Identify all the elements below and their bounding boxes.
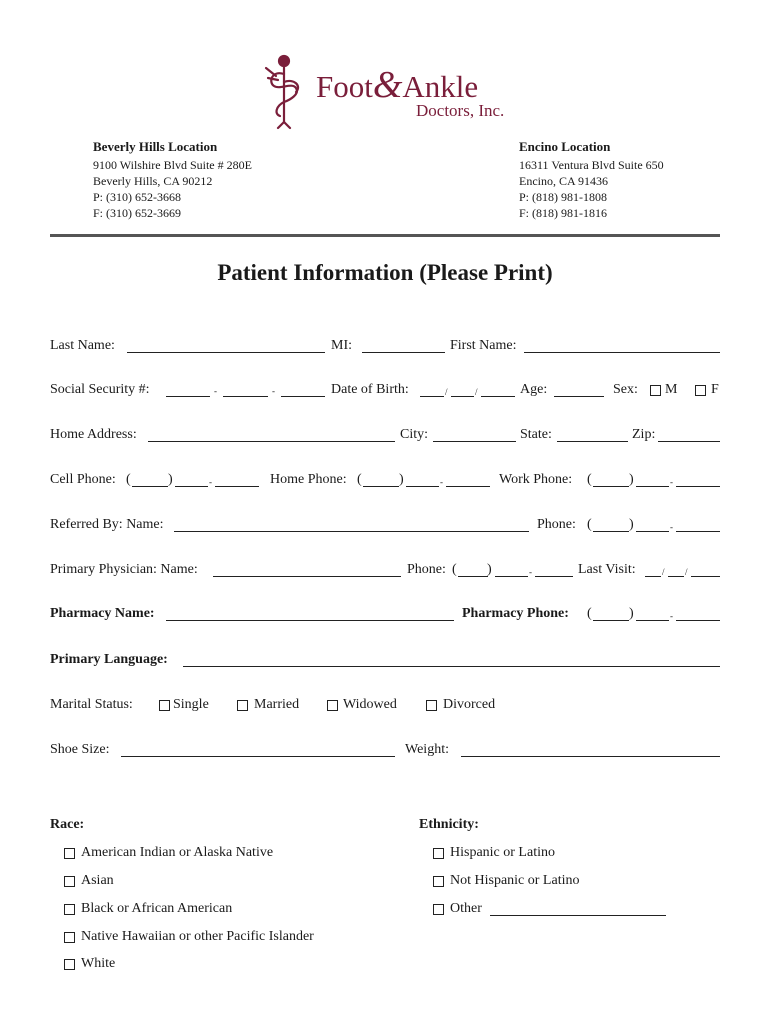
marital-single-label: Single	[173, 697, 209, 712]
marital-status-label: Marital Status:	[50, 697, 133, 712]
logo-wordmark	[316, 64, 479, 106]
home-phone-label: Home Phone:	[270, 472, 347, 487]
sex-female-checkbox[interactable]	[695, 385, 706, 396]
home-phone-area-open: (	[357, 472, 362, 487]
location-address-line1: 16311 Ventura Blvd Suite 650	[519, 158, 664, 172]
marital-widowed-checkbox[interactable]	[327, 700, 338, 711]
work-phone-label: Work Phone:	[499, 472, 573, 487]
home-phone-line-field[interactable]	[446, 486, 490, 487]
cell-phone-line-field[interactable]	[215, 486, 259, 487]
city-label: City:	[400, 427, 429, 442]
logo-ampersand: &	[372, 64, 403, 106]
referred-by-label: Referred By: Name:	[50, 517, 164, 532]
ssn-field-part2[interactable]	[223, 396, 268, 397]
sex-female-label: F	[711, 382, 719, 397]
pharmacy-phone-area-open: (	[587, 606, 592, 621]
ssn-label: Social Security #:	[50, 382, 150, 397]
age-label: Age:	[520, 382, 548, 397]
last-name-field[interactable]	[127, 352, 325, 353]
physician-phone-area-close: )	[487, 562, 492, 577]
physician-phone-area-open: (	[452, 562, 457, 577]
mi-field[interactable]	[362, 352, 445, 353]
location-address-line1: 9100 Wilshire Blvd Suite # 280E	[93, 158, 252, 172]
physician-phone-line-field[interactable]	[535, 576, 573, 577]
work-phone-prefix-field[interactable]	[636, 486, 669, 487]
ethnicity-option-checkbox[interactable]	[433, 904, 444, 915]
physician-phone-prefix-field[interactable]	[495, 576, 528, 577]
work-phone-area-open: (	[587, 472, 592, 487]
location-phone: P: (818) 981-1808	[519, 190, 607, 204]
dob-day-field[interactable]	[451, 396, 474, 397]
primary-physician-name-field[interactable]	[213, 576, 401, 577]
state-label: State:	[520, 427, 552, 442]
location-name: Encino Location	[519, 139, 611, 154]
dob-separator: /	[475, 387, 478, 397]
winged-caduceus-figure-icon	[262, 52, 310, 130]
sex-male-checkbox[interactable]	[650, 385, 661, 396]
dob-separator: /	[445, 387, 448, 397]
work-phone-line-field[interactable]	[676, 486, 720, 487]
ethnicity-option-label: Hispanic or Latino	[450, 845, 555, 860]
primary-language-label: Primary Language:	[50, 652, 168, 667]
ssn-separator: -	[272, 386, 275, 396]
referred-phone-area-field[interactable]	[593, 531, 629, 532]
mi-label: MI:	[331, 338, 352, 353]
cell-phone-separator: -	[209, 477, 212, 487]
zip-field[interactable]	[658, 441, 720, 442]
location-name: Beverly Hills Location	[93, 139, 218, 154]
weight-label: Weight:	[405, 742, 449, 757]
race-option-checkbox[interactable]	[64, 876, 75, 887]
last-visit-separator: /	[685, 567, 688, 577]
referred-phone-area-close: )	[629, 517, 634, 532]
last-visit-label: Last Visit:	[578, 562, 636, 577]
logo-word-foot: Foot	[316, 69, 373, 104]
location-fax: F: (818) 981-1816	[519, 206, 607, 220]
zip-label: Zip:	[632, 427, 656, 442]
dob-label: Date of Birth:	[331, 382, 409, 397]
marital-divorced-checkbox[interactable]	[426, 700, 437, 711]
race-option-label: Black or African American	[81, 901, 233, 916]
primary-language-field[interactable]	[183, 666, 720, 667]
logo-subtitle: Doctors, Inc.	[416, 101, 505, 120]
ssn-separator: -	[214, 386, 217, 396]
dob-month-field[interactable]	[420, 396, 444, 397]
marital-married-label: Married	[254, 697, 300, 712]
pharmacy-phone-label: Pharmacy Phone:	[462, 606, 569, 621]
pharmacy-phone-prefix-field[interactable]	[636, 620, 669, 621]
marital-divorced-label: Divorced	[443, 697, 496, 712]
race-option-label: Asian	[81, 873, 114, 888]
pharmacy-name-field[interactable]	[166, 620, 454, 621]
cell-phone-area-close: )	[168, 472, 173, 487]
last-visit-year-field[interactable]	[691, 576, 720, 577]
physician-phone-area-field[interactable]	[458, 576, 488, 577]
ethnicity-option-checkbox[interactable]	[433, 876, 444, 887]
pharmacy-phone-area-field[interactable]	[593, 620, 629, 621]
physician-phone-label: Phone:	[407, 562, 446, 577]
home-address-label: Home Address:	[50, 427, 137, 442]
sex-male-label: M	[665, 382, 678, 397]
first-name-label: First Name:	[450, 338, 517, 353]
last-name-label: Last Name:	[50, 338, 115, 353]
ethnicity-other-field[interactable]	[490, 915, 666, 916]
race-option-label: American Indian or Alaska Native	[81, 845, 274, 860]
marital-widowed-label: Widowed	[343, 697, 397, 712]
pharmacy-name-label: Pharmacy Name:	[50, 606, 155, 621]
marital-married-checkbox[interactable]	[237, 700, 248, 711]
race-option-checkbox[interactable]	[64, 932, 75, 943]
ethnicity-option-label: Other	[450, 901, 482, 916]
logo-word-ankle: Ankle	[402, 69, 479, 104]
dob-year-field[interactable]	[481, 396, 515, 397]
shoe-size-label: Shoe Size:	[50, 742, 110, 757]
ethnicity-heading: Ethnicity:	[419, 817, 479, 832]
race-option-checkbox[interactable]	[64, 904, 75, 915]
last-visit-month-field[interactable]	[645, 576, 661, 577]
cell-phone-area-field[interactable]	[132, 486, 168, 487]
work-phone-area-close: )	[629, 472, 634, 487]
race-heading: Race:	[50, 817, 85, 832]
race-option-label: Native Hawaiian or other Pacific Islander	[81, 929, 314, 944]
ssn-field-part3[interactable]	[281, 396, 325, 397]
home-phone-prefix-field[interactable]	[406, 486, 439, 487]
referred-phone-prefix-field[interactable]	[636, 531, 669, 532]
location-address-line2: Encino, CA 91436	[519, 174, 608, 188]
ethnicity-option-label: Not Hispanic or Latino	[450, 873, 580, 888]
weight-field[interactable]	[461, 756, 720, 757]
race-option-checkbox[interactable]	[64, 959, 75, 970]
cell-phone-label: Cell Phone:	[50, 472, 116, 487]
referred-phone-area-open: (	[587, 517, 592, 532]
cell-phone-prefix-field[interactable]	[175, 486, 208, 487]
race-option-checkbox[interactable]	[64, 848, 75, 859]
first-name-field[interactable]	[524, 352, 720, 353]
city-field[interactable]	[433, 441, 516, 442]
primary-physician-label: Primary Physician: Name:	[50, 562, 198, 577]
state-field[interactable]	[557, 441, 628, 442]
work-phone-separator: -	[670, 477, 673, 487]
referred-phone-line-field[interactable]	[676, 531, 720, 532]
physician-phone-separator: -	[529, 567, 532, 577]
referred-by-name-field[interactable]	[174, 531, 529, 532]
age-field[interactable]	[554, 396, 604, 397]
location-address-line2: Beverly Hills, CA 90212	[93, 174, 213, 188]
race-option-label: White	[81, 956, 116, 971]
ethnicity-option-checkbox[interactable]	[433, 848, 444, 859]
last-visit-day-field[interactable]	[668, 576, 684, 577]
marital-single-checkbox[interactable]	[159, 700, 170, 711]
referred-phone-label: Phone:	[537, 517, 576, 532]
location-phone: P: (310) 652-3668	[93, 190, 181, 204]
sex-label: Sex:	[613, 382, 638, 397]
referred-phone-separator: -	[670, 522, 673, 532]
ssn-field-part1[interactable]	[166, 396, 210, 397]
last-visit-separator: /	[662, 567, 665, 577]
pharmacy-phone-line-field[interactable]	[676, 620, 720, 621]
pharmacy-phone-area-close: )	[629, 606, 634, 621]
home-phone-separator: -	[440, 477, 443, 487]
cell-phone-area-open: (	[126, 472, 131, 487]
pharmacy-phone-separator: -	[670, 611, 673, 621]
page-title: Patient Information (Please Print)	[217, 260, 553, 285]
home-phone-area-field[interactable]	[363, 486, 399, 487]
location-fax: F: (310) 652-3669	[93, 206, 181, 220]
home-address-field[interactable]	[148, 441, 395, 442]
work-phone-area-field[interactable]	[593, 486, 629, 487]
home-phone-area-close: )	[399, 472, 404, 487]
header-divider	[50, 234, 720, 237]
shoe-size-field[interactable]	[121, 756, 395, 757]
